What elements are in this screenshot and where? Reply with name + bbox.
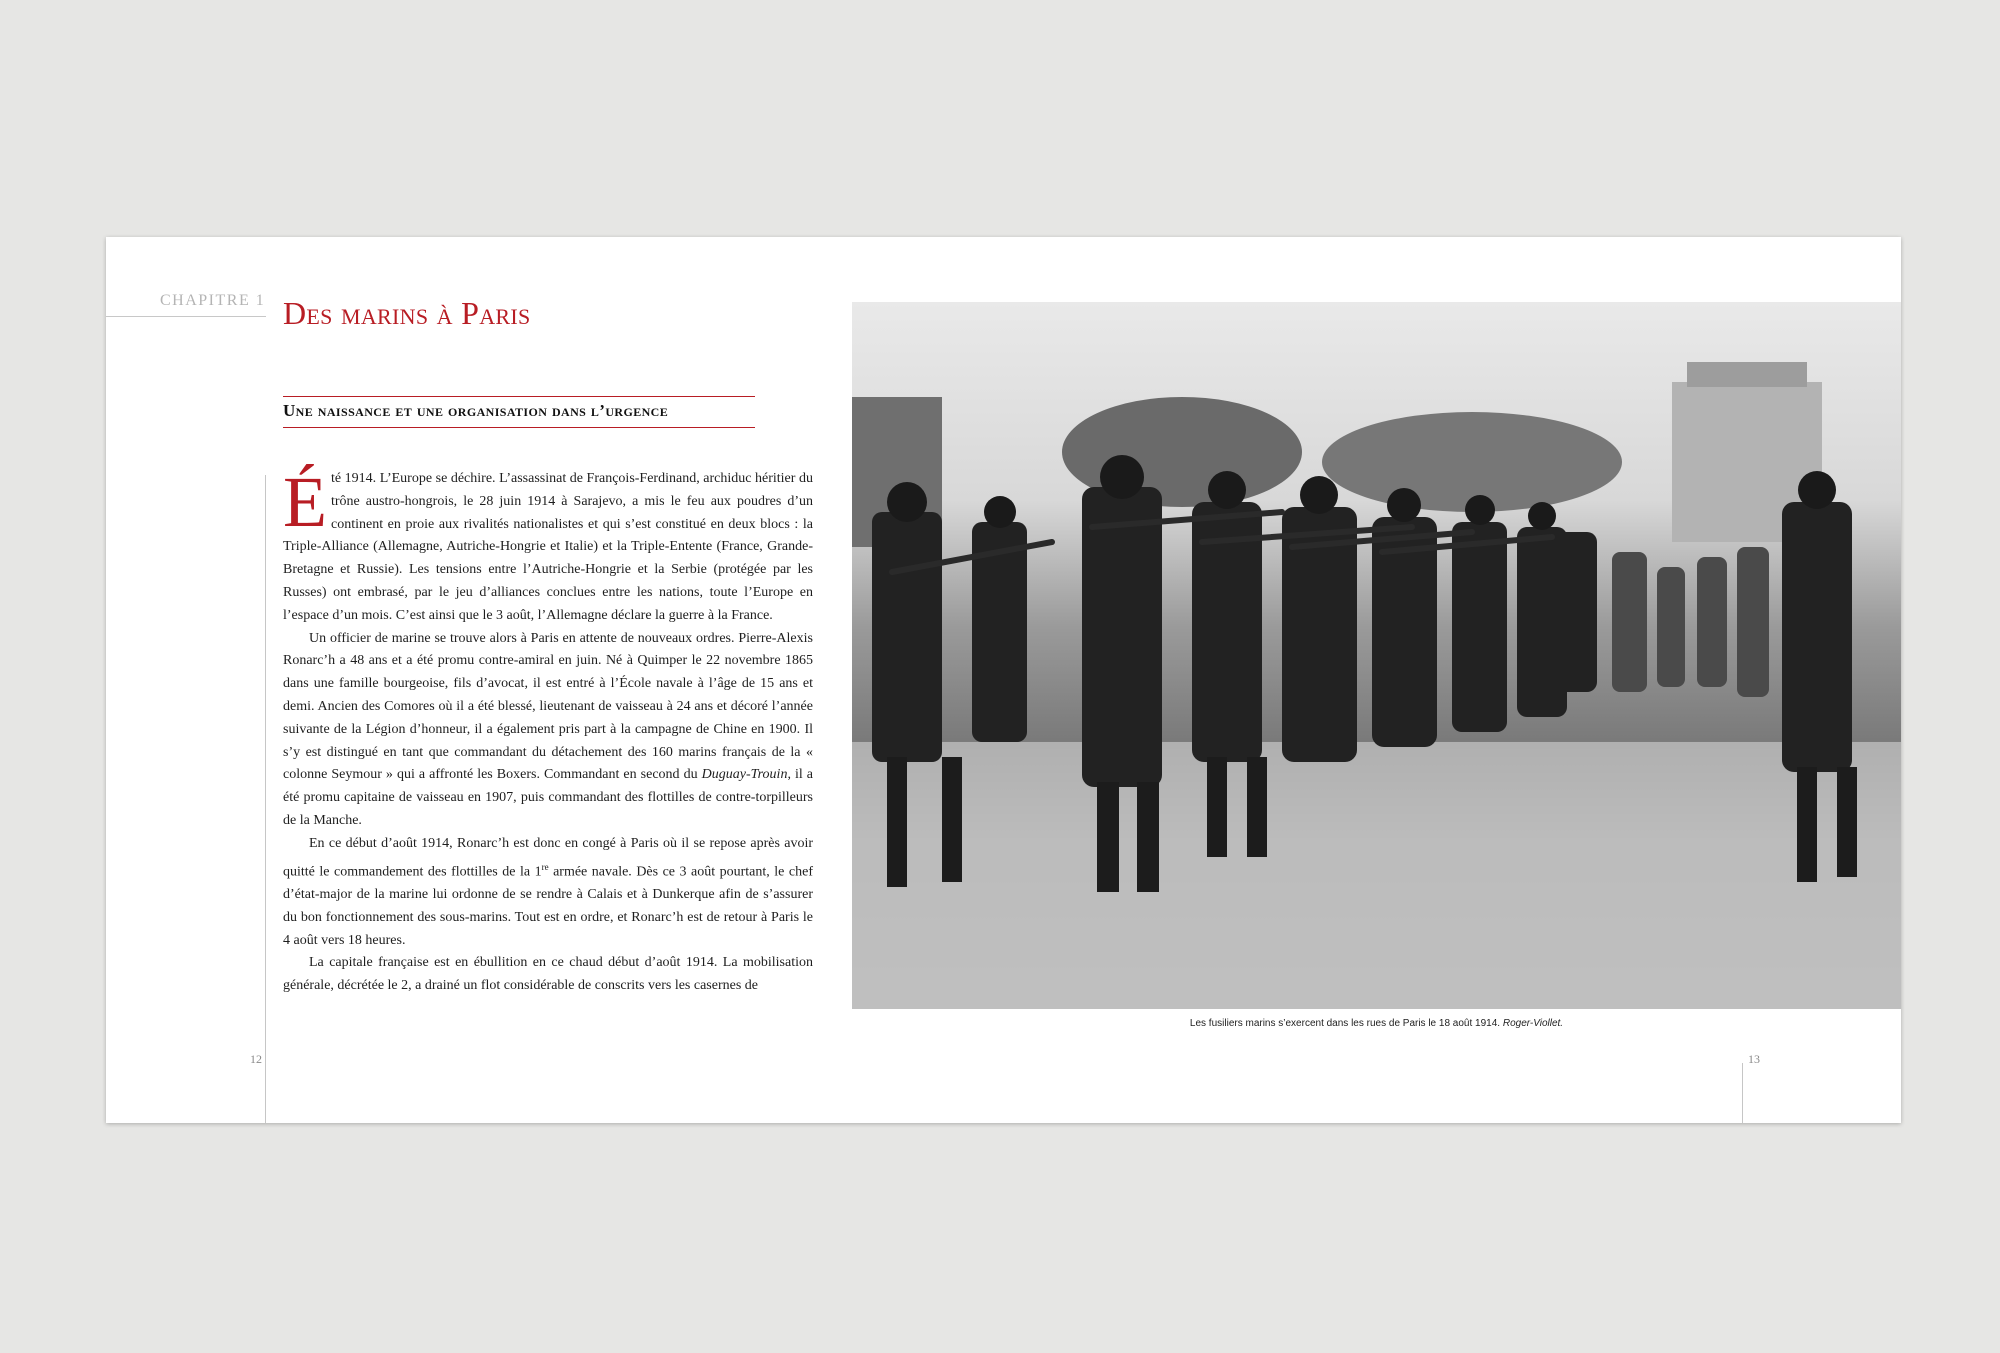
section-rule-bottom: [283, 427, 755, 428]
historical-photo: [852, 302, 1901, 1009]
photo-caption: [852, 1018, 1901, 1029]
section-rule-top: [283, 396, 755, 397]
right-building-roof: [1687, 362, 1807, 387]
chapter-title: Des marins à Paris: [283, 295, 531, 331]
chapter-label: CHAPITRE 1: [160, 292, 266, 309]
paragraph-2: [283, 628, 813, 833]
paragraph-4-text: La capitale française est en ébullition en ce chaud début d’août 1914. La mobilisation générale, décrétée le 2, a drainé un flot considérable de conscrits vers les casernes de: [283, 955, 813, 994]
paragraph-3-end: armée navale. Dès ce 3 août pourtant, le chef d’état-major de la marine lui ordonne de se rendre à Calais et à Dunkerque afin de s’assurer du bon fonctionnement des sous-marins. Tout est en ordre, et Ronarc’h est de retour à Paris le 4 août vers 18 heures.: [283, 864, 813, 948]
caption-text: Les fusiliers marins s’exercent dans les rues de Paris le 18 août 1914.: [1189, 1018, 1503, 1029]
photo-credit: Roger-Viollet.: [1502, 1018, 1564, 1029]
margin-rule-right: [1742, 1063, 1743, 1123]
page-number-left: 12: [250, 1052, 262, 1066]
gravel-ground: [852, 742, 1901, 1009]
paragraph-1: [283, 462, 813, 628]
paragraph-3: [283, 833, 813, 953]
bystanders: [1612, 547, 1769, 697]
ship-name: Duguay-Trouin: [701, 767, 788, 783]
paragraph-2-text: Un officier de marine se trouve alors à Paris en attente de nouveaux ordres. Pierre-Alexis Ronarc’h a 48 ans et a été promu contre-amiral en juin. Né à Quimper le 22 novembre 1865 dans une famille bourgeoise, fils d’avocat, il est entré à l’École navale à l’âge de 15 ans et demi. Ancien des Comores où il a été blessé, lieutenant de vaisseau à 24 ans et décoré l’année suivante de la Légion d’honneur, il a également pris part à la campagne de Chine en 1900. Il s’y est distingué en tant que commandant du détachement des 160 marins français de la « colonne Seymour » qui a affronté les Boxers. Commandant en second du: [283, 630, 813, 783]
margin-rule: [265, 475, 266, 1123]
book-spread: [106, 237, 1901, 1123]
section-heading: Une naissance et une organisation dans l’urgence: [283, 401, 669, 420]
article-body: [283, 462, 814, 998]
paragraph-4: [283, 952, 813, 998]
paragraph-2-end: , il a été promu capitaine de vaisseau en 1907, puis commandant des flottilles de contre-torpilleurs de la Manche.: [283, 767, 814, 828]
page-number-right: 13: [1748, 1052, 1760, 1066]
paragraph-1-text: té 1914. L’Europe se déchire. L’assassinat de François-Ferdinand, archiduc héritier du trône austro-hongrois, le 28 juin 1914 à Sarajevo, a mis le feu aux poudres d’un continent en proie aux rivalités nationalistes et qui s’est constitué en deux blocs : la Triple-Alliance (Allemagne, Autriche-Hongrie et Italie) et la Triple-Entente (France, Grande-Bretagne et Russie). Les tensions entre l’Autriche-Hongrie et la Serbie (protégée par les Russes) ont embrasé, par le jeu d’alliances conclues entre les nations, toute l’Europe en l’espace d’un mois. C’est ainsi que le 3 août, l’Allemagne déclare la guerre à la France.: [283, 471, 813, 623]
trees-right: [1322, 412, 1622, 512]
ordinal-sup: re: [541, 861, 549, 872]
photo-illustration: [852, 302, 1901, 1009]
paragraph-3-text: En ce début d’août 1914, Ronarc’h est donc en congé à Paris où il se repose après avoir quitté le commandement des flottilles de la 1: [283, 835, 813, 880]
dropcap: É: [283, 462, 327, 542]
chapter-rule: [106, 316, 266, 317]
